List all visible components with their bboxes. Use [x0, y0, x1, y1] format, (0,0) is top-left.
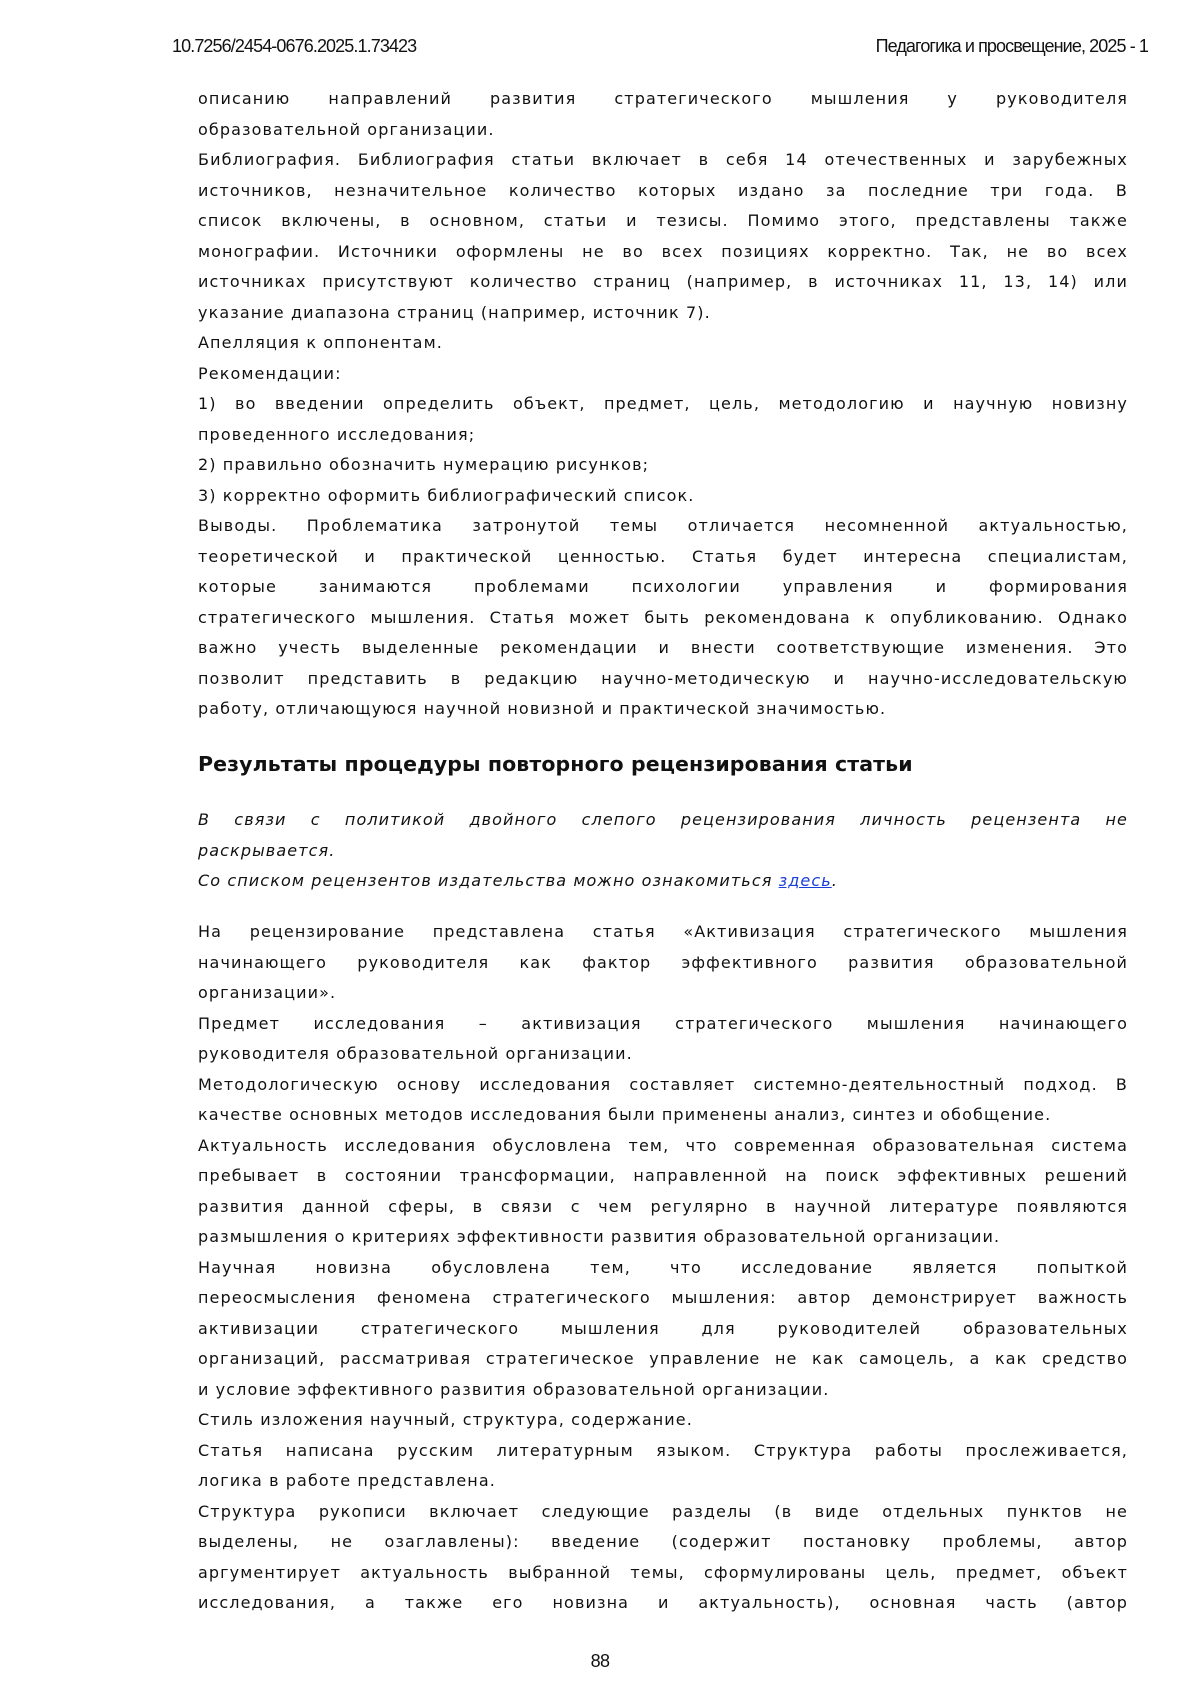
notice-line: [198, 866, 1128, 897]
text-line: работу, отличающуюся научной новизной и практической значимостью.: [198, 699, 887, 718]
review-text-block-1: [198, 84, 1128, 725]
text-line: 2) правильно обозначить нумерацию рисунков;: [198, 455, 650, 474]
text-line: стратегического мышления. Статья может быть рекомендована к опубликованию. Однако: [198, 607, 1128, 627]
text-line: развития данной сферы, в связи с чем регулярно в научной литературе появляются: [198, 1196, 1128, 1216]
notice-line: раскрывается.: [198, 840, 336, 860]
reviewer-notice: [198, 805, 1128, 897]
text-line: переосмысления феномена стратегического мышления: автор демонстрирует важность: [198, 1288, 1128, 1307]
text-line: логика в работе представлена.: [198, 1471, 496, 1490]
text-line: исследования, а также его новизна и актуальность), основная часть (автор: [198, 1593, 1128, 1612]
text-line: Статья написана русским литературным языком. Структура работы прослеживается,: [198, 1440, 1128, 1460]
review-text-block-2: [198, 917, 1128, 1619]
text-line: Актуальность исследования обусловлена тем, что современная образовательная система: [198, 1135, 1128, 1155]
text-line: указание диапазона страниц (например, источник 7).: [198, 302, 711, 322]
section-title: Результаты процедуры повторного рецензирования статьи: [198, 752, 913, 776]
text-line: На рецензирование представлена статья «Активизация стратегического мышления: [198, 922, 1128, 941]
text-line: описанию направлений развития стратегического мышления у руководителя: [198, 89, 1128, 108]
text-line: активизации стратегического мышления для руководителей образовательных: [198, 1318, 1128, 1338]
text-line: важно учесть выделенные рекомендации и внести соответствующие изменения. Это: [198, 638, 1128, 657]
text-line: Рекомендации:: [198, 363, 342, 383]
text-line: теоретической и практической ценностью. Статья будет интересна специалистам,: [198, 546, 1128, 566]
text-line: Стиль изложения научный, структура, содержание.: [198, 1410, 693, 1429]
reviewers-list-link[interactable]: здесь: [778, 871, 832, 890]
text-line: 3) корректно оформить библиографический список.: [198, 485, 695, 505]
doi-header: 10.7256/2454-0676.2025.1.73423: [172, 36, 417, 56]
text-line: и условие эффективного развития образовательной организации.: [198, 1379, 830, 1399]
text-line: организаций, рассматривая стратегическое управление не как самоцель, а как средство: [198, 1349, 1128, 1368]
text-line: Структура рукописи включает следующие разделы (в виде отдельных пунктов не: [198, 1501, 1128, 1521]
text-line: Апелляция к оппонентам.: [198, 333, 443, 352]
text-line: качестве основных методов исследования были применены анализ, синтез и обобщение.: [198, 1105, 1052, 1124]
text-line: Выводы. Проблематика затронутой темы отличается несомненной актуальностью,: [198, 516, 1128, 535]
text-line: проведенного исследования;: [198, 424, 476, 444]
text-line: руководителя образовательной организации.: [198, 1044, 633, 1063]
text-line: Библиография. Библиография статьи включает в себя 14 отечественных и зарубежных: [198, 150, 1128, 169]
text-line: источников, незначительное количество которых издано за последние три года. В: [198, 180, 1128, 200]
text-line: Предмет исследования – активизация стратегического мышления начинающего: [198, 1013, 1128, 1033]
text-line: выделены, не озаглавлены): введение (содержит постановку проблемы, автор: [198, 1532, 1128, 1551]
journal-header: Педагогика и просвещение, 2025 - 1: [875, 36, 1148, 56]
text-line: которые занимаются проблемами психологии управления и формирования: [198, 577, 1128, 596]
text-line: образовательной организации.: [198, 119, 495, 139]
text-line: источниках присутствуют количество страниц (например, в источниках 11, 13, 14) или: [198, 272, 1128, 291]
text-line: список включены, в основном, статьи и тезисы. Помимо этого, представлены также: [198, 211, 1128, 230]
text-line: Методологическую основу исследования составляет системно-деятельностный подход. В: [198, 1074, 1128, 1094]
notice-text: Со списком рецензентов издательства можно ознакомиться: [198, 871, 779, 890]
notice-period: .: [831, 871, 838, 890]
text-line: организации».: [198, 983, 337, 1002]
text-line: Научная новизна обусловлена тем, что исследование является попыткой: [198, 1257, 1128, 1277]
text-line: размышления о критериях эффективности развития образовательной организации.: [198, 1227, 1001, 1246]
notice-line: В связи с политикой двойного слепого рецензирования личность рецензента не: [198, 810, 1128, 829]
text-line: аргументирует актуальность выбранной темы, сформулированы цель, предмет, объект: [198, 1562, 1128, 1582]
text-line: начинающего руководителя как фактор эффективного развития образовательной: [198, 952, 1128, 972]
text-line: монографии. Источники оформлены не во всех позициях корректно. Так, не во всех: [198, 241, 1128, 261]
page-number: 88: [590, 1651, 610, 1671]
text-line: пребывает в состоянии трансформации, направленной на поиск эффективных решений: [198, 1166, 1128, 1185]
text-line: позволит представить в редакцию научно-методическую и научно-исследовательскую: [198, 668, 1128, 688]
text-line: 1) во введении определить объект, предмет, цель, методологию и научную новизну: [198, 394, 1128, 413]
